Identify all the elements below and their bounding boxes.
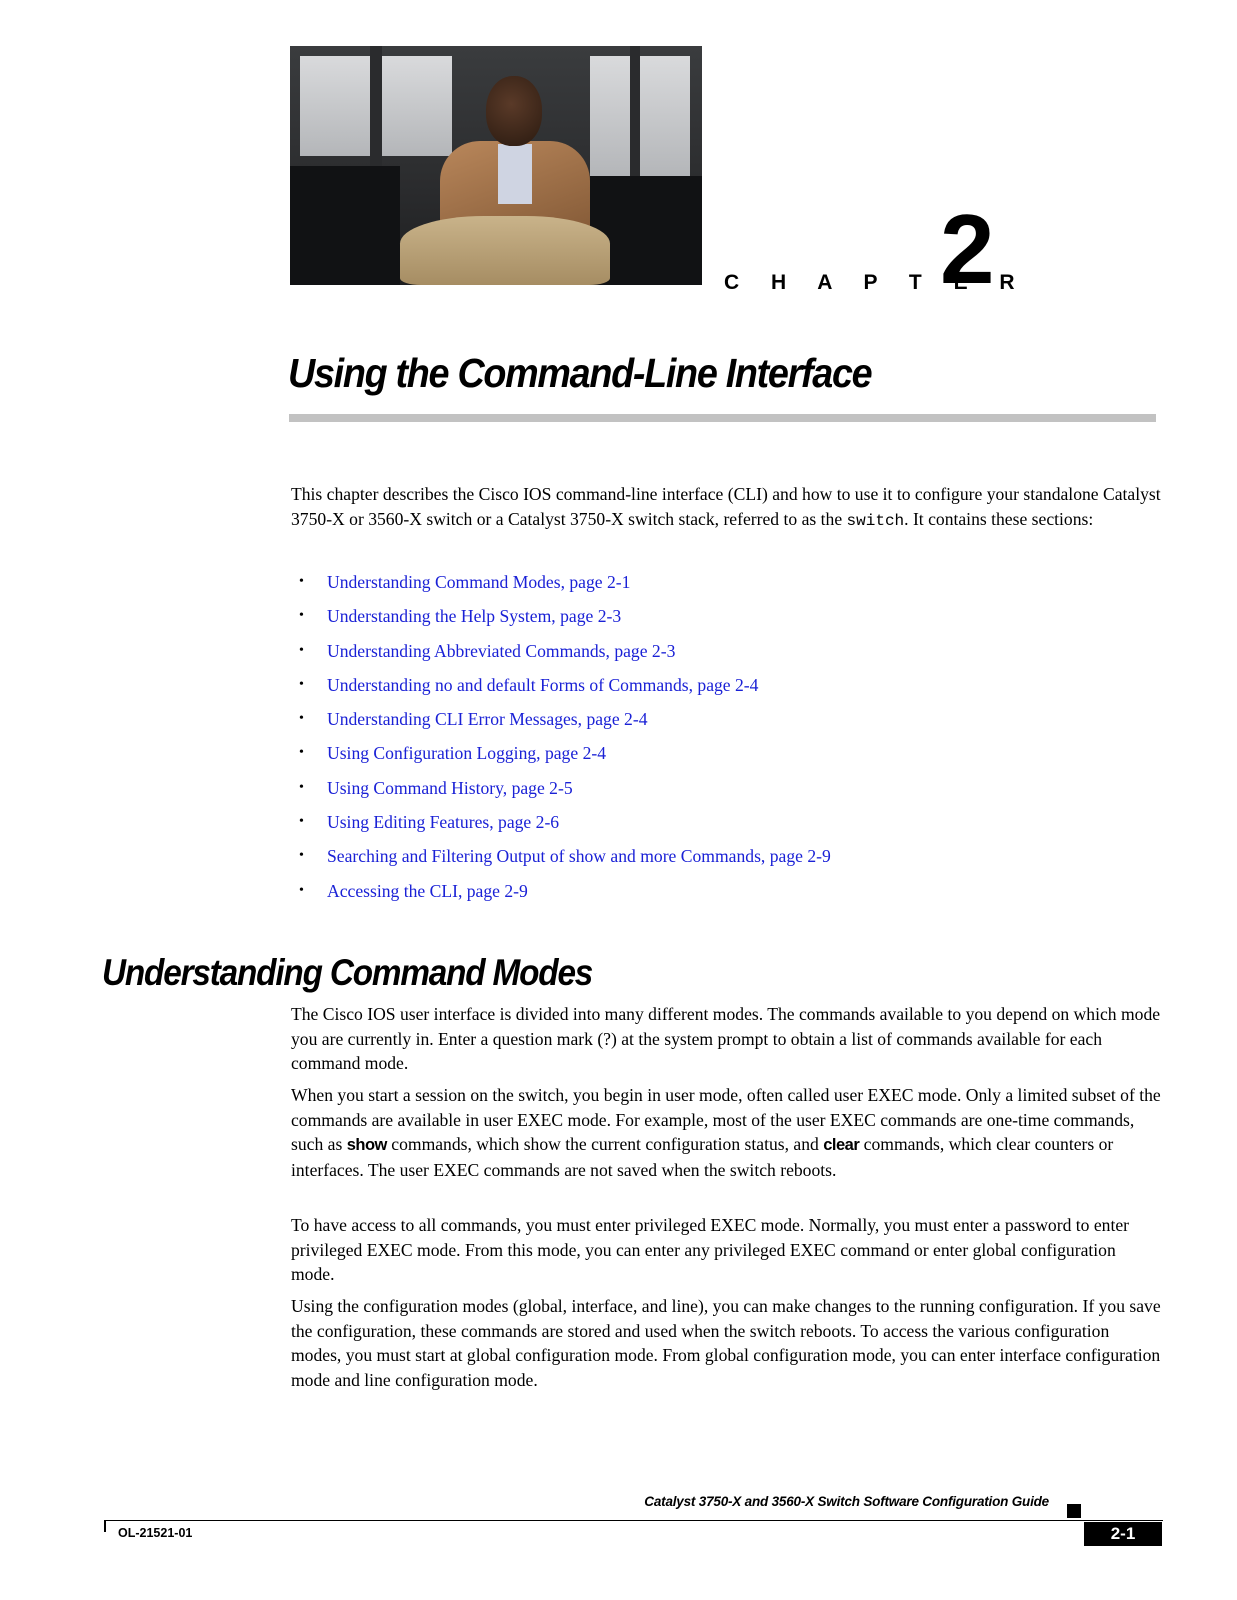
paragraph-privileged-exec: To have access to all commands, you must enter privileged EXEC mode. Normally, you must enter a password to enter privileged EXEC mode. From this mode, you can enter any privileged EXEC command or enter global configuration mode. (291, 1215, 1130, 1284)
section-heading: Understanding Command Modes (102, 952, 593, 993)
list-item (299, 879, 831, 913)
bullet-icon: • (299, 848, 304, 864)
command-show: show (346, 1136, 387, 1154)
list-item (299, 639, 831, 673)
bullet-icon: • (299, 882, 304, 898)
list-item (299, 707, 831, 741)
footer-tick (104, 1520, 106, 1532)
list-item (299, 844, 831, 878)
footer-doc-id: OL-21521-01 (118, 1526, 193, 1540)
list-item (299, 741, 831, 775)
chapter-title: Using the Command-Line Interface (288, 350, 872, 396)
toc-link[interactable]: Understanding the Help System, page 2-3 (327, 606, 622, 627)
bullet-icon: • (299, 779, 304, 795)
paragraph-user-exec (291, 1083, 1161, 1182)
command-clear: clear (823, 1136, 860, 1154)
bullet-icon: • (299, 574, 304, 589)
paragraph-modes-intro: The Cisco IOS user interface is divided into many different modes. The commands available to you depend on which mode you are currently in. Enter a question mark (?) at the system prompt to obtain a list of commands available for each command mode. (291, 1004, 1161, 1073)
photo-trousers (400, 216, 610, 285)
toc-link[interactable]: Understanding Abbreviated Commands, page 2-3 (327, 640, 676, 661)
bullet-icon: • (299, 711, 304, 727)
toc-link[interactable]: Understanding no and default Forms of Commands, page 2-4 (327, 674, 759, 695)
toc-link[interactable]: Using Editing Features, page 2-6 (327, 812, 560, 833)
toc-link[interactable]: Using Configuration Logging, page 2-4 (327, 743, 607, 764)
bullet-icon: • (299, 608, 304, 624)
bullet-icon: • (299, 676, 304, 692)
toc-link[interactable]: Understanding CLI Error Messages, page 2-4 (327, 709, 648, 730)
photo-shirt (498, 144, 532, 204)
photo-chair (290, 166, 400, 285)
photo-head (486, 76, 542, 146)
intro-emphasis: switch (846, 511, 905, 530)
toc-link[interactable]: Searching and Filtering Output of show and more Commands, page 2-9 (327, 846, 831, 867)
toc-link[interactable]: Using Command History, page 2-5 (327, 777, 573, 798)
paragraph-config-modes: Using the configuration modes (global, interface, and line), you can make changes to the running configuration. If you save the configuration, these commands are stored and used when the switch reboots. To access the various configuration modes, you must start at global configuration mode. From global configuration mode, you can enter interface configuration mode and line configuration mode. (291, 1296, 1161, 1390)
intro-text-end: . It contains these sections: (904, 508, 1094, 529)
chapter-number: 2 (940, 194, 995, 304)
photo-window (300, 56, 370, 156)
intro-text: This chapter describes the Cisco IOS command-line interface (CLI) and how to use it to configure your standalone Catalyst 3750-X or 3560-X switch or a Catalyst 3750-X switch stack, referred to as the (291, 484, 1161, 529)
footer-rule (104, 1520, 1163, 1521)
title-rule (289, 414, 1156, 422)
list-item (299, 810, 831, 844)
toc-link[interactable]: Understanding Command Modes, page 2-1 (327, 572, 631, 592)
footer-guide-title: Catalyst 3750-X and 3560-X Switch Software Configuration Guide (644, 1494, 1049, 1509)
bullet-icon: • (299, 745, 304, 761)
bullet-icon: • (299, 814, 304, 830)
bullet-icon: • (299, 642, 304, 658)
paragraph-text: commands, which clear counters or interfaces. The user EXEC commands are not saved when the switch reboots. (291, 1134, 1114, 1180)
footer-marker (1067, 1504, 1081, 1518)
list-item (299, 776, 831, 810)
section-list (299, 570, 831, 913)
paragraph-text: When you start a session on the switch, you begin in user mode, often called user EXEC mode. Only a limited subset of the commands are available in user EXEC mode. For example, most of the user EXEC commands are one-time commands, such as (291, 1085, 1161, 1154)
toc-link[interactable]: Accessing the CLI, page 2-9 (327, 880, 528, 901)
paragraph-text: commands, which show the current configuration status, and (386, 1134, 824, 1154)
photo-window (382, 56, 452, 156)
list-item (299, 604, 831, 638)
chapter-photo (290, 46, 702, 285)
chapter-label: C H A P T E R (724, 271, 1028, 294)
intro-paragraph (291, 482, 1161, 533)
list-item (299, 673, 831, 707)
list-item (299, 570, 831, 604)
photo-window (590, 56, 690, 176)
page-number: 2-1 (1110, 1524, 1136, 1543)
